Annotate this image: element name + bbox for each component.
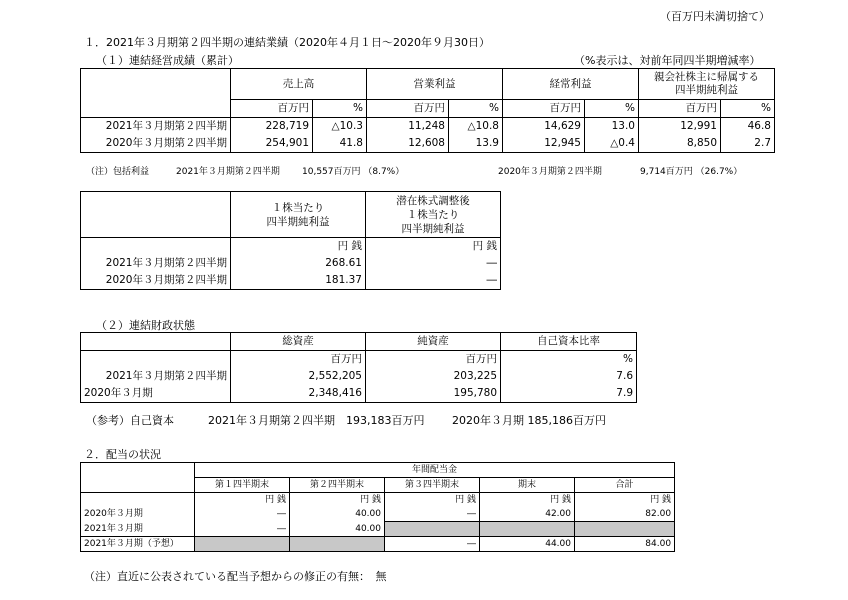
dividend-unit-blank [81,493,195,508]
dividend-gray-cell [480,522,575,537]
financial-position-table [80,332,637,403]
fp-unit: 百万円 [366,351,501,369]
dividend-value: 40.00 [290,507,385,522]
dividend-group-header: 年間配当金 [195,463,675,478]
unit-pct: % [585,100,639,118]
fp-unit: % [501,351,637,369]
cell-value: 228,719 [231,118,313,136]
unit-million: 百万円 [503,100,585,118]
dividend-gray-cell [290,537,385,552]
note-prev-label: 2020年３月期第２四半期 [498,167,602,177]
eps-table [80,191,501,290]
cell-value: 12,991 [639,118,721,136]
fp-value: 7.6 [501,368,637,385]
cell-value: △0.4 [585,135,639,153]
cell-value: 46.8 [721,118,775,136]
unit-note: （百万円未満切捨て） [660,10,770,23]
fp-value: 7.9 [501,385,637,403]
dividend-unit: 円 銭 [195,493,290,508]
cell-value: 41.8 [313,135,367,153]
sub1-note: （%表示は、対前年同四半期増減率） [574,54,761,67]
dividend-gray-cell [195,537,290,552]
dividend-unit: 円 銭 [290,493,385,508]
fp-value: 195,780 [366,385,501,403]
section1-title: １．2021年３月期第２四半期の連結業績（2020年４月１日～2020年９月30日） [84,36,490,49]
eps-unit: 円 銭 [231,238,366,256]
header-equity-ratio: 自己資本比率 [501,333,637,351]
unit-pct: % [449,100,503,118]
header-net-assets: 純資産 [366,333,501,351]
dividend-header-q3: 第３四半期末 [385,478,480,493]
fp-unit-blank [81,351,231,369]
header-ordinary-income: 経常利益 [503,69,639,100]
eps-value: ― [366,255,501,272]
results-table [80,68,775,153]
eps-header-blank [81,192,231,238]
cell-value: 254,901 [231,135,313,153]
eps-header-diluted-line1: 潜在株式調整後 [396,194,470,207]
unit-pct: % [313,100,367,118]
row-label: 2020年３月期第２四半期 [81,135,231,153]
dividend-value: ― [385,507,480,522]
dividend-unit: 円 銭 [575,493,675,508]
eps-header-basic-line1: １株当たり [271,201,325,214]
unit-million: 百万円 [639,100,721,118]
dividend-value: 40.00 [290,522,385,537]
header-net-income-line2: 四半期純利益 [675,84,738,96]
cell-value: △10.8 [449,118,503,136]
section2-title: （２）連結財政状態 [96,319,195,332]
eps-row-label: 2021年３月期第２四半期 [81,255,231,272]
results-header-blank [81,69,231,118]
unit-pct: % [721,100,775,118]
sub1-title: （１）連結経営成績（累計） [96,54,239,67]
unit-million: 百万円 [231,100,313,118]
eps-value: ― [366,272,501,290]
cell-value: 11,248 [367,118,449,136]
dividend-value: ― [195,522,290,537]
dividend-header-q2: 第２四半期末 [290,478,385,493]
fp-row-label: 2021年３月期第２四半期 [81,368,231,385]
header-operating-income: 営業利益 [367,69,503,100]
cell-value: 13.0 [585,118,639,136]
eps-header-diluted-line3: 四半期純利益 [401,222,465,235]
eps-unit-blank [81,238,231,256]
note-prev-value: 9,714百万円 （26.7%） [640,167,743,177]
ref-prefix: （参考）自己資本 [86,414,174,427]
eps-row-label: 2020年３月期第２四半期 [81,272,231,290]
fp-header-blank [81,333,231,351]
eps-header-diluted-line2: １株当たり [406,208,460,221]
dividend-note: （注）直近に公表されている配当予想からの修正の有無： 無 [84,570,387,583]
dividend-table [80,462,675,552]
eps-value: 268.61 [231,255,366,272]
dividend-value: 44.00 [480,537,575,552]
dividend-value: ― [195,507,290,522]
dividend-row-label: 2021年３月期（予想） [81,537,195,552]
note-prefix: （注）包括利益 [86,167,150,177]
ref-previous: 2020年３月期 185,186百万円 [452,414,606,427]
note-current-value: 10,557百万円 （8.7%） [302,167,405,177]
eps-header-diluted [366,192,501,238]
ref-current: 2021年３月期第２四半期 193,183百万円 [208,414,425,427]
cell-value: 8,850 [639,135,721,153]
header-net-income [639,69,775,100]
eps-header-basic-line2: 四半期純利益 [266,215,330,228]
dividend-gray-cell [575,522,675,537]
dividend-row-label: 2021年３月期 [81,522,195,537]
dividend-header-q1: 第１四半期末 [195,478,290,493]
header-net-income-line1: 親会社株主に帰属する [654,71,759,83]
dividend-header-total: 合計 [575,478,675,493]
cell-value: 12,945 [503,135,585,153]
eps-unit: 円 銭 [366,238,501,256]
header-total-assets: 総資産 [231,333,366,351]
dividend-value: ― [385,537,480,552]
header-sales: 売上高 [231,69,367,100]
dividend-title: ２．配当の状況 [84,448,161,461]
cell-value: 13.9 [449,135,503,153]
fp-value: 2,348,416 [231,385,366,403]
row-label: 2021年３月期第２四半期 [81,118,231,136]
fp-value: 2,552,205 [231,368,366,385]
dividend-unit: 円 銭 [385,493,480,508]
dividend-value: 82.00 [575,507,675,522]
dividend-gray-cell [385,522,480,537]
dividend-value: 42.00 [480,507,575,522]
fp-row-label: 2020年３月期 [81,385,231,403]
fp-value: 203,225 [366,368,501,385]
note-current-label: 2021年３月期第２四半期 [176,167,280,177]
cell-value: △10.3 [313,118,367,136]
dividend-row-label: 2020年３月期 [81,507,195,522]
dividend-unit: 円 銭 [480,493,575,508]
cell-value: 2.7 [721,135,775,153]
fp-unit: 百万円 [231,351,366,369]
cell-value: 14,629 [503,118,585,136]
cell-value: 12,608 [367,135,449,153]
unit-million: 百万円 [367,100,449,118]
dividend-header-year-end: 期末 [480,478,575,493]
eps-value: 181.37 [231,272,366,290]
dividend-value: 84.00 [575,537,675,552]
eps-header-basic [231,192,366,238]
dividend-header-blank [81,463,195,493]
